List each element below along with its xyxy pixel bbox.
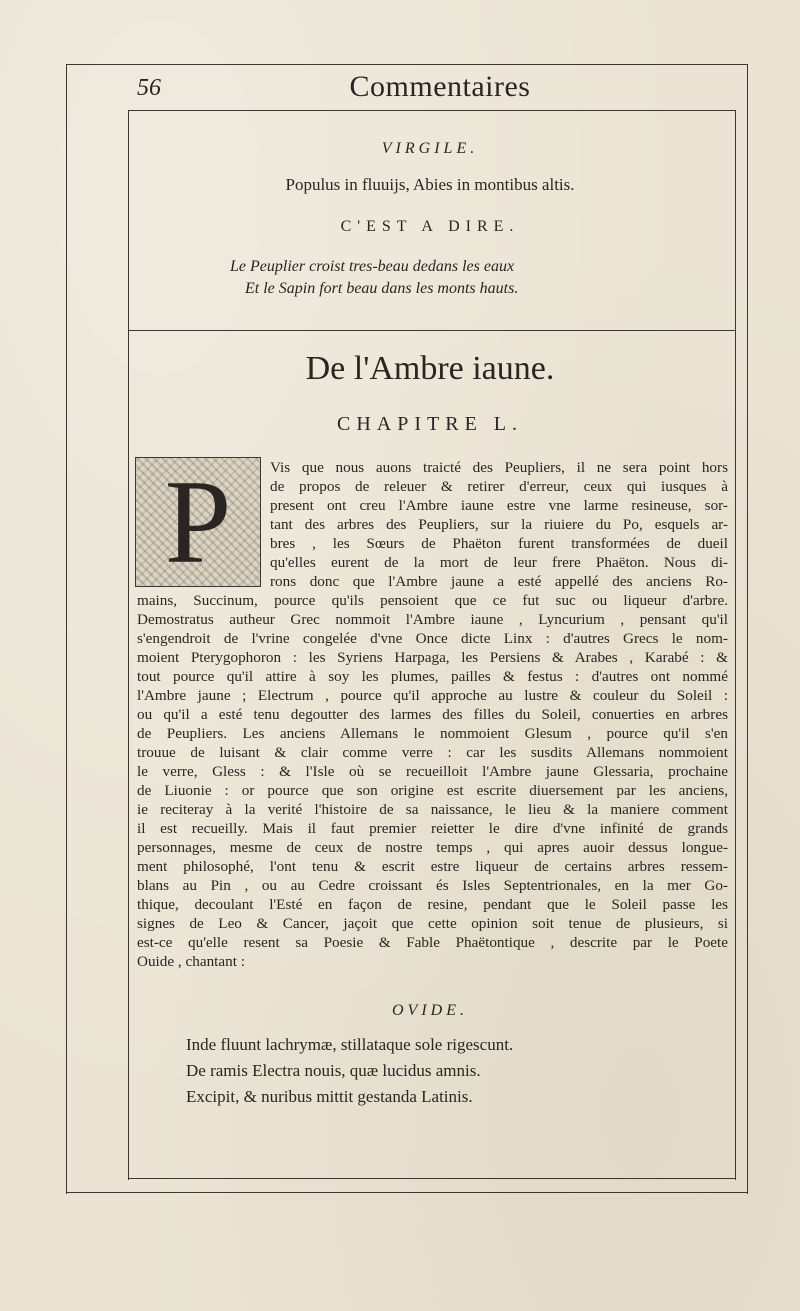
virgil-author: VIRGILE. [381,140,479,157]
page-number: 56 [137,75,161,101]
body-line: s'engendroit de l'vrine congelée d'vne Once dicte Linx : d'autres Grecs le nom- [137,630,728,647]
body-line: de Liuonie : or pource que son origine est escrite diuersement par les anciens, [137,782,728,799]
virgil-french-line-2: Et le Sapin fort beau dans les monts hauts. [245,280,519,297]
body-line: ou qu'il a esté tenu degoutter des larmes des filles du Soleil, conuerties en arbres [137,706,728,723]
body-line: Demostratus autheur Grec nommoit l'Ambre iaune , Lyncurium , pensant qu'il [137,611,728,628]
body-line: de Peupliers. Les anciens Allemans le nommoient Glesum , pource qu'il s'en [137,725,728,742]
body-line: il est recueilly. Mais il faut premier reietter le dire d'vne infinité de grands [137,820,728,837]
virgil-latin: Populus in fluuijs, Abies in montibus altis. [285,175,575,194]
body-line: qu'elles eurent de la mort de leur frere Phaëton. Nous di- [270,554,728,571]
body-line: de propos de releuer & retirer d'erreur, ceux qui iusques à [270,478,728,495]
ovid-author: OVIDE. [392,1002,468,1019]
body-line: l'Ambre jaune ; Electrum , pource qu'il approche au lustre & couleur du Soleil : [137,687,728,704]
body-line: Vis que nous auons traicté des Peupliers, il ne sera point hors [270,459,728,476]
body-line: est-ce qu'elle resent sa Poesie & Fable Phaëtontique , descrite par le Poete [137,934,728,951]
chapter-title: De l'Ambre iaune. [305,350,555,387]
chapter-number: CHAPITRE L. [337,413,523,435]
outer-bottom-rule [66,1192,748,1193]
ovid-latin-line-1: Inde fluunt lachrymæ, stillataque sole rigescunt. [186,1035,514,1054]
body-line: tout pource qu'il attire à soy les plumes, pailles & festus : d'autres ont nommé [137,668,728,685]
body-line: trouue de luisant & clair comme verre : car les susdits Allemans nommoient [137,744,728,761]
ornamental-dropcap [135,457,261,587]
body-line: bres , les Sœurs de Phaëton furent transformées de dueil [270,535,728,552]
body-line: ie reciteray à la verité l'histoire de sa naissance, le lieu & la maniere comment [137,801,728,818]
body-line: thique, decoulant l'Esté en façon de resine, pendant que le Soleil passe les [137,896,728,913]
ovid-latin-line-3: Excipit, & nuribus mittit gestanda Latinis. [186,1087,473,1106]
body-line: signes de Leo & Cancer, jaçoit que cette opinion soit tenue de plusieurs, si [137,915,728,932]
section-divider [128,330,736,331]
body-line: le verre, Gless : & l'Isle où se recueilloit l'Ambre jaune Glessaria, prochaine [137,763,728,780]
body-line: tant des arbres des Peupliers, sur la riuiere du Po, esquels ar- [270,516,728,533]
body-line: present ont creu l'Ambre iaune estre vne larme resineuse, sor- [270,497,728,514]
inner-bottom-rule [128,1178,736,1179]
inner-top-rule [128,110,736,111]
outer-top-rule [66,64,748,65]
running-title: Commentaires [349,70,531,103]
body-line: rons donc que l'Ambre jaune a esté appellé des anciens Ro- [270,573,728,590]
dropcap-letter: P [164,455,232,588]
body-line: moient Pterygophoron : les Syriens Harpaga, les Persiens & Arabes , Karabé : & [137,649,728,666]
body-line: mains, Succinum, pource qu'ils pensoient que ce fut suc ou liqueur d'arbre. [137,592,728,609]
cest-a-dire-label: C'EST A DIRE. [340,218,520,235]
body-line: ment philosophé, l'ont tenu & escrit estre liqueur de certains arbres ressem- [137,858,728,875]
body-line: personnages, mesme de ceux de nostre temps , qui apres auoir dessus longue- [137,839,728,856]
ovid-latin-line-2: De ramis Electra nouis, quæ lucidus amnis. [186,1061,481,1080]
body-line: blans au Pin , ou au Cedre croissant és Isles Septentrionales, en la mer Go- [137,877,728,894]
virgil-french-line-1: Le Peuplier croist tres-beau dedans les eaux [230,258,515,275]
body-line: Ouide , chantant : [137,953,245,970]
